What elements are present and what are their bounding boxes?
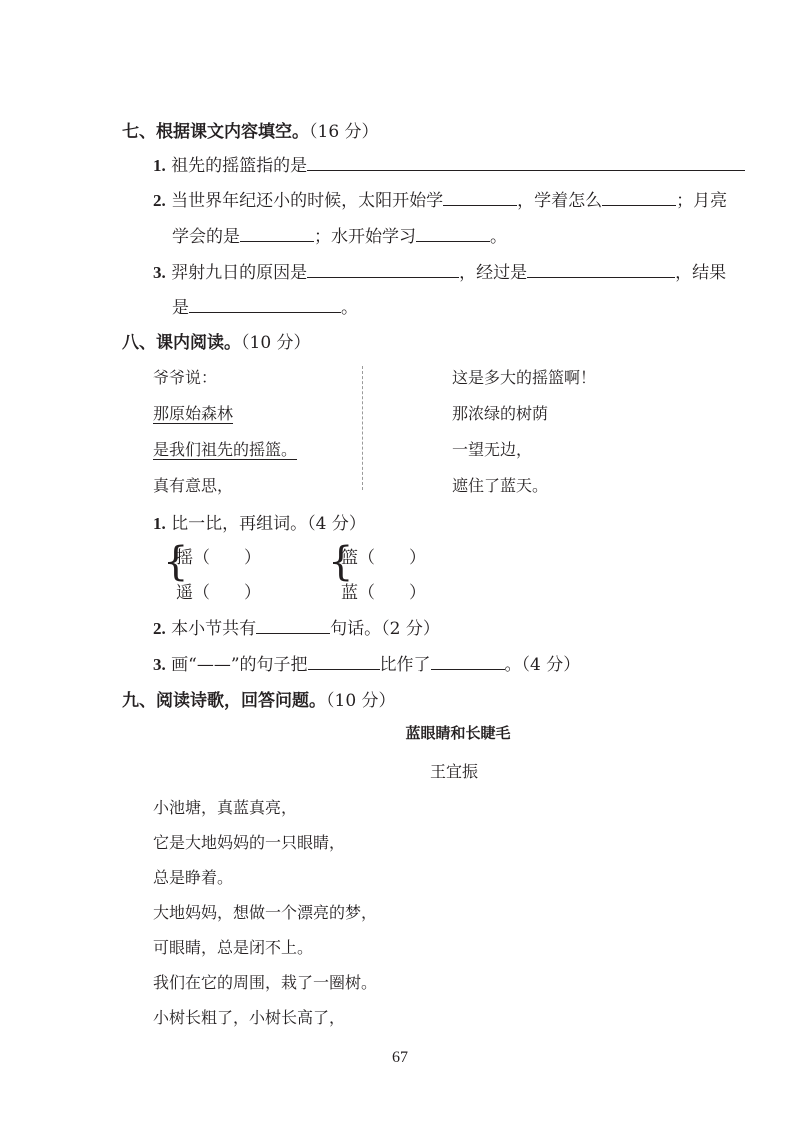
poem-line-2: 它是大地妈妈的一只眼睛， [153,833,346,852]
answer-blank[interactable] [307,156,745,171]
word-pair-2-bottom[interactable]: 蓝（ ） [341,583,426,603]
poem-line-4: 大地妈妈，想做一个漂亮的梦， [153,903,378,922]
answer-blank[interactable] [527,263,675,278]
s8-question-2: 2. 本小节共有 句话。（2 分） [153,619,440,639]
poem-author: 王宜振 [429,762,478,781]
s7-question-3-line-1: 3. 羿射九日的原因是 ，经过是 ，结果 [153,263,727,283]
s7-question-1: 1. 祖先的摇篮指的是 [153,151,745,176]
answer-blank[interactable] [416,227,490,242]
passage-left-line-2: 那原始森林 [153,404,234,423]
brace-icon: { [163,539,189,585]
poem-line-7: 小树长粗了，小树长高了， [153,1008,346,1027]
passage-left-line-4: 真有意思， [153,476,234,495]
poem-line-5: 可眼睛，总是闭不上。 [153,938,314,957]
answer-blank[interactable] [431,655,505,670]
answer-blank[interactable] [308,655,380,670]
s7-question-3-line-2: 是 。 [172,298,358,318]
s8-question-3: 3. 画“——”的句子把 比作了 。（4 分） [153,655,581,675]
poem-line-6: 我们在它的周围，栽了一圈树。 [153,973,378,992]
section-9-heading: 九、阅读诗歌，回答问题。（10 分） [122,691,396,711]
answer-blank[interactable] [189,298,341,313]
answer-blank[interactable] [307,263,459,278]
passage-right-line-4: 遮住了蓝天。 [452,476,549,495]
passage-right-line-1: 这是多大的摇篮啊！ [452,368,597,387]
section-8-heading: 八、课内阅读。（10 分） [122,333,311,353]
brace-icon: { [328,539,354,585]
poem-line-3: 总是睁着。 [153,868,234,887]
answer-blank[interactable] [443,191,517,206]
answer-blank[interactable] [256,619,330,634]
s7-question-2-line-1: 2. 当世界年纪还小的时候，太阳开始学 ，学着怎么 ；月亮 [153,191,728,211]
passage-right-line-3: 一望无边， [452,440,533,459]
passage-right-line-2: 那浓绿的树荫 [452,404,549,423]
passage-left-line-1: 爷爷说： [153,368,218,387]
answer-blank[interactable] [602,191,676,206]
word-pair-2-top[interactable]: 篮（ ） [341,548,426,568]
page-number: 67 [392,1049,408,1066]
s7-question-2-line-2: 学会的是 ；水开始学习 。 [172,227,507,247]
section-7-heading: 七、根据课文内容填空。（16 分） [122,122,379,142]
column-divider [362,366,363,490]
word-pair-1-top[interactable]: 摇（ ） [176,548,261,568]
word-pair-1-bottom[interactable]: 遥（ ） [176,583,261,603]
poem-line-1: 小池塘，真蓝真亮， [153,798,298,817]
answer-blank[interactable] [240,227,314,242]
passage-left-line-3: 是我们祖先的摇篮。 [153,440,298,459]
poem-title: 蓝眼睛和长睫毛 [405,724,511,742]
s8-question-1: 1. 比一比，再组词。（4 分） [153,514,366,534]
